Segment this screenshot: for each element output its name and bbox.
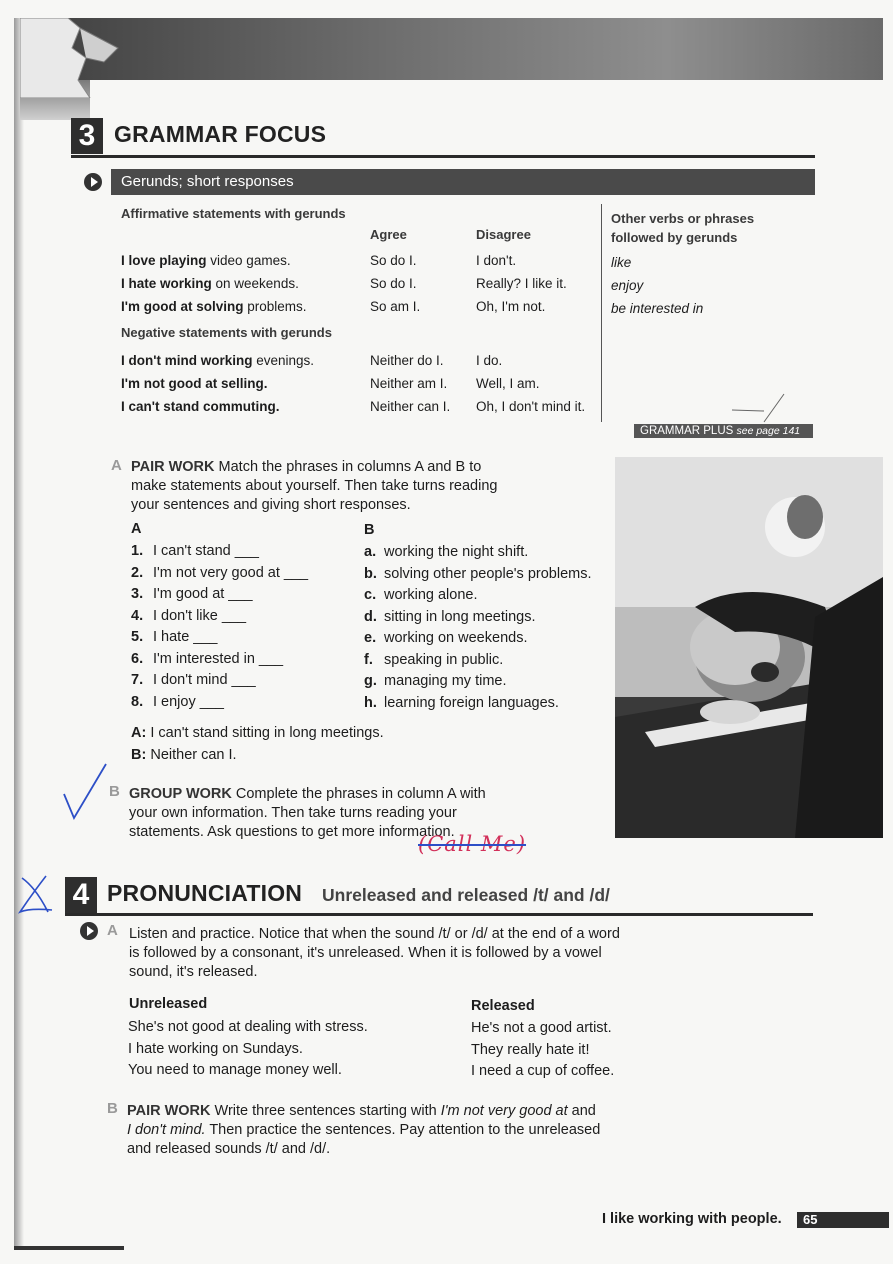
unreleased-list bbox=[128, 1017, 368, 1082]
section-title: PRONUNCIATION bbox=[107, 880, 303, 906]
list-item: 4. I don't like ___ bbox=[131, 607, 247, 624]
column-a-heading: A bbox=[131, 521, 142, 537]
exercise-a-instructions: PAIR WORK Match the phrases in columns A and B to make statements about yourself. Then take turns reading your sentences and giving short responses. bbox=[131, 459, 498, 513]
list-item: I hate working on Sundays. bbox=[128, 1040, 303, 1057]
section-rule bbox=[71, 155, 815, 158]
list-item: e. working on weekends. bbox=[364, 630, 528, 646]
example-dialog: A: I can't stand sitting in long meetings. B: Neither can I. bbox=[131, 725, 384, 763]
unreleased-heading: Unreleased bbox=[129, 996, 208, 1012]
grammar-row: I can't stand commuting. Neither can I. Oh, I don't mind it. bbox=[121, 399, 586, 414]
handwritten-cross bbox=[16, 872, 56, 916]
audio-play-icon[interactable] bbox=[80, 922, 98, 940]
pronunciation-instructions: Listen and practice. Notice that when the sound /t/ or /d/ at the end of a word is followed by a consonant, it's unreleased. When it is followed by a vowel sound, it's released. bbox=[129, 926, 620, 980]
photo-illustration bbox=[615, 457, 883, 838]
affirmative-rows bbox=[121, 249, 601, 318]
agree-heading: Agree bbox=[370, 227, 407, 242]
affirmative-heading: Affirmative statements with gerunds bbox=[121, 206, 346, 221]
scan-edge bbox=[14, 1246, 124, 1250]
section-rule bbox=[65, 913, 813, 916]
other-verb: be interested in bbox=[611, 301, 704, 316]
list-item: d. sitting in long meetings. bbox=[364, 608, 536, 625]
grammar-row: I hate working on weekends. So do I. Really? I like it. bbox=[121, 276, 567, 291]
list-item: 2. I'm not very good at ___ bbox=[131, 564, 309, 581]
scan-shadow bbox=[14, 18, 24, 1248]
list-item: f. speaking in public. bbox=[364, 651, 504, 668]
list-item: 8. I enjoy ___ bbox=[131, 693, 224, 710]
footer-unit-title: I like working with people. bbox=[602, 1211, 782, 1227]
grammar-row: I'm not good at selling. Neither am I. Well, I am. bbox=[121, 376, 540, 391]
handwritten-checkmark bbox=[60, 760, 112, 822]
list-item: a. working the night shift. bbox=[364, 544, 529, 560]
list-item: h. learning foreign languages. bbox=[364, 694, 559, 711]
other-verbs-list bbox=[611, 251, 703, 320]
section-number: 4 bbox=[65, 877, 97, 913]
torn-corner bbox=[20, 18, 140, 98]
other-verbs-heading: Other verbs or phrases followed by gerunds bbox=[611, 211, 755, 245]
grammar-divider bbox=[601, 204, 602, 422]
column-b-list bbox=[364, 542, 614, 714]
exercise-letter: A bbox=[111, 457, 122, 474]
list-item: 3. I'm good at ___ bbox=[131, 586, 253, 602]
exercise-letter: A bbox=[107, 922, 118, 939]
grammar-plus-link[interactable]: GRAMMAR PLUS see page 141 bbox=[634, 424, 813, 438]
list-item: 6. I'm interested in ___ bbox=[131, 650, 284, 667]
grammar-row: I'm good at solving problems. So am I. Oh, I'm not. bbox=[121, 299, 546, 314]
page-number: 65 bbox=[797, 1212, 889, 1228]
pencil-tick-mark bbox=[728, 392, 788, 426]
top-photo-band bbox=[20, 18, 883, 80]
disagree-heading: Disagree bbox=[476, 227, 531, 242]
exercise-letter: B bbox=[107, 1100, 118, 1117]
released-list bbox=[471, 1018, 614, 1083]
list-item: He's not a good artist. bbox=[471, 1020, 612, 1036]
list-item: You need to manage money well. bbox=[128, 1062, 342, 1078]
section-subtitle: Unreleased and released /t/ and /d/ bbox=[322, 885, 610, 905]
section-number: 3 bbox=[71, 118, 103, 154]
column-a-list bbox=[131, 541, 356, 713]
list-item: 5. I hate ___ bbox=[131, 629, 218, 645]
negative-heading: Negative statements with gerunds bbox=[121, 325, 332, 340]
audio-play-icon[interactable] bbox=[84, 173, 102, 191]
list-item: c. working alone. bbox=[364, 587, 478, 603]
list-item: g. managing my time. bbox=[364, 673, 507, 689]
exercise-b-instructions: GROUP WORK Complete the phrases in column A with your own information. Then take turns reading your statements. Ask questions to get more information. bbox=[129, 786, 486, 840]
negative-rows bbox=[121, 349, 601, 418]
pronunciation-exercise-b: PAIR WORK Write three sentences starting with I'm not very good at and I don't mind. Then practice the sentences. Pay attention to the unreleased and released sounds /t/ and /d/. bbox=[127, 1103, 601, 1157]
list-item: 1. I can't stand ___ bbox=[131, 543, 259, 559]
exercise-letter: B bbox=[109, 783, 120, 800]
section-title: GRAMMAR FOCUS bbox=[114, 121, 327, 147]
grammar-row: I don't mind working evenings. Neither do I. I do. bbox=[121, 353, 503, 368]
list-item: b. solving other people's problems. bbox=[364, 565, 592, 582]
list-item: They really hate it! bbox=[471, 1041, 590, 1058]
other-verb: enjoy bbox=[611, 278, 644, 293]
list-item: She's not good at dealing with stress. bbox=[128, 1019, 368, 1035]
handwritten-note: (Call Me) bbox=[418, 832, 527, 856]
column-b-heading: B bbox=[364, 522, 375, 538]
list-item: I need a cup of coffee. bbox=[471, 1063, 615, 1079]
other-verb: like bbox=[611, 255, 632, 270]
released-heading: Released bbox=[471, 998, 535, 1014]
grammar-row: I love playing video games. So do I. I don't. bbox=[121, 253, 517, 268]
photo-frustrated-worker bbox=[615, 457, 883, 838]
list-item: 7. I don't mind ___ bbox=[131, 672, 256, 688]
grammar-bar-title: Gerunds; short responses bbox=[111, 169, 815, 195]
